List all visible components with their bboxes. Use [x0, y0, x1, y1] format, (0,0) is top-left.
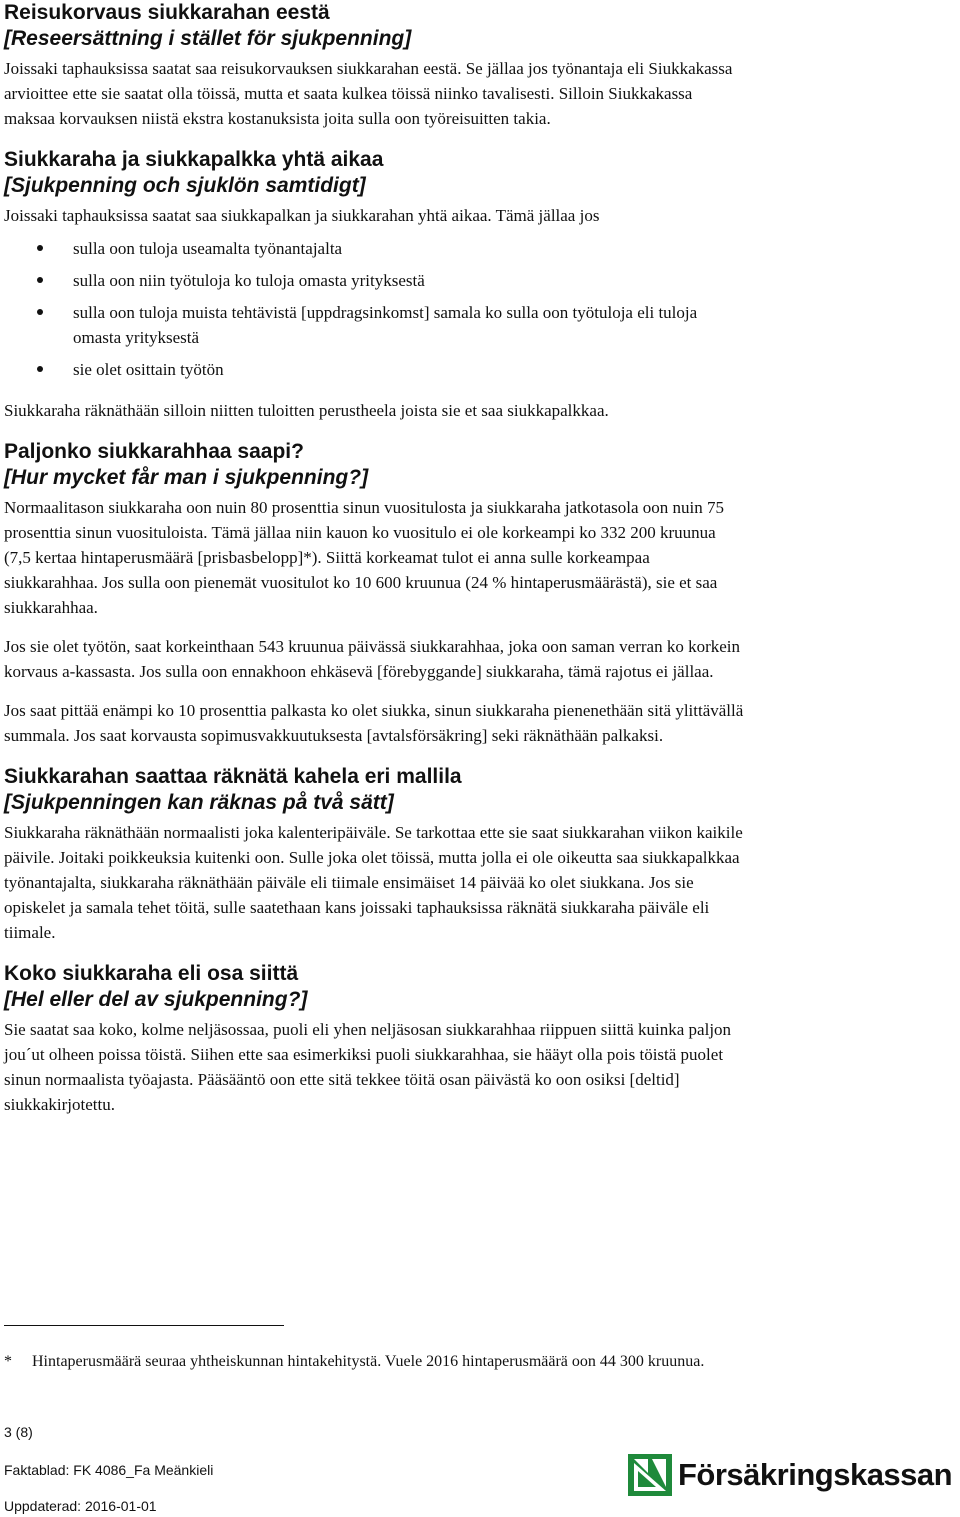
paragraph: Sie saatat saa koko, kolme neljäsossaa, puoli eli yhen neljäsosan siukkarahhaa riippuen siittä kuinka paljon jou´ut olheen poissa töistä. Siihen ette saa esimerkiksi puoli siukkarahhaa, sie hääyt olla pois töistä puolet sinun normaalista työajasta. Pääsääntö oon ette sitä tekkee töitä osan päivästä ko oon osiksi [deltid] siukkakirjotettu.: [4, 1020, 732, 1114]
section-sick-pay-and-salary: [4, 147, 744, 423]
section-heading-sv: [Sjukpenningen kan räknas på två sätt]: [4, 791, 394, 814]
section-how-much: [4, 439, 744, 748]
section-heading-sv: [Hel eller del av sjukpenning?]: [4, 988, 308, 1011]
section-travel-compensation: [4, 0, 744, 131]
factsheet-id: Faktablad: FK 4086_Fa Meänkieli: [4, 1462, 214, 1478]
list-item: [4, 300, 744, 350]
list-item-text: sulla oon tuloja muista tehtävistä [uppdragsinkomst] samala ko sulla oon työtuloja eli tuloja omasta yrityksestä: [73, 303, 698, 347]
section-heading-sv: [Sjukpenning och sjuklön samtidigt]: [4, 174, 366, 197]
section-heading-fi: Koko siukkaraha eli osa siittä: [4, 962, 299, 985]
logo-wordmark: Försäkringskassan: [678, 1457, 953, 1492]
section-heading-fi: Paljonko siukkarahhaa saapi?: [4, 440, 304, 463]
section-full-or-part: [4, 961, 744, 1117]
bullet-list: [4, 236, 744, 382]
list-item: [4, 357, 744, 382]
footnote-divider: [4, 1325, 284, 1326]
section-two-ways: [4, 764, 744, 945]
list-item-text: sulla oon niin työtuloja ko tuloja omasta yrityksestä: [73, 271, 425, 290]
bullet-icon: [37, 309, 43, 315]
forsakringskassan-logo: [628, 1452, 956, 1498]
section-heading-fi: Siukkaraha ja siukkapalkka yhtä aikaa: [4, 148, 384, 171]
updated-date: Uppdaterad: 2016-01-01: [4, 1498, 157, 1514]
footnote-mark: *: [4, 1353, 12, 1370]
paragraph-intro: Joissaki taphauksissa saatat saa siukkapalkan ja siukkarahan yhtä aikaa. Tämä jällaa jos: [4, 206, 600, 225]
forsakringskassan-emblem-icon: [628, 1454, 672, 1496]
section-heading-sv: [Reseersättning i stället för sjukpenning]: [4, 27, 412, 50]
footnote-text: Hintaperusmäärä seuraa yhtheiskunnan hintakehitystä. Vuele 2016 hintaperusmäärä oon 44 300 kruunua.: [32, 1353, 705, 1370]
paragraph: Normaalitason siukkaraha oon nuin 80 prosenttia sinun vuositulosta ja siukkaraha jatkotasola oon nuin 75 prosenttia sinun vuosituloista. Tämä jällaa niin kauon ko vuositulo ei ole korkeampi ko 332 200 kruunua (7,5 kertaa hintaperusmäärä [prisbasbelopp]*). Siittä korkeamat tulot ei anna sulle korkeampaa siukkarahhaa. Jos sulla oon pienemät vuositulot ko 10 600 kruunua (24 % hintaperusmäärästä), sie et saa siukkarahhaa.: [4, 498, 725, 617]
list-item: [4, 236, 744, 261]
paragraph-outro: Siukkaraha räknäthään silloin niitten tuloitten perustheela joista sie et saa siukkapalkkaa.: [4, 401, 609, 420]
footnote: [4, 1350, 744, 1374]
section-heading-sv: [Hur mycket får man i sjukpenning?]: [4, 466, 369, 489]
section-heading-fi: Siukkarahan saattaa räknätä kahela eri mallila: [4, 765, 462, 788]
list-item: [4, 268, 744, 293]
paragraph: Jos sie olet työtön, saat korkeinthaan 543 kruunua päivässä siukkarahhaa, joka oon saman verran ko korkein korvaus a-kassasta. Jos sulla oon ennakhoon ehkäsevä [förebyggande] siukkaraha, tämä rajotus ei jällaa.: [4, 637, 740, 681]
section-heading-fi: Reisukorvaus siukkarahan eestä: [4, 1, 330, 24]
list-item-text: sie olet osittain työtön: [73, 360, 224, 379]
paragraph: Siukkaraha räknäthään normaalisti joka kalenteripäiväle. Se tarkottaa ette sie saat siukkarahan viikon kaikile päivile. Joitaki poikkeuksia kuitenki oon. Sulle joka olet töissä, mutta jolla ei ole oikeutta saa siukkapalkkaa työnantajalta, siukkaraha räknäthään päiväle eli tiimale ensimäiset 14 päivää ko olet siukkana. Jos sie opiskelet ja samala tehet töitä, sulle saatethaan kans joissaki taphauksissa räknätä siukkaraha päiväle eli tiimale.: [4, 823, 743, 942]
paragraph: Jos saat pittää enämpi ko 10 prosenttia palkasta ko olet siukka, sinun siukkaraha pienenethään sitä ylittävällä summala. Jos saat korvausta sopimusvakkuutuksesta [avtalsförsäkring] seki räknäthään palkaksi.: [4, 701, 744, 745]
bullet-icon: [37, 366, 43, 372]
list-item-text: sulla oon tuloja useamalta työnantajalta: [73, 239, 343, 258]
document-page: [4, 0, 744, 1117]
bullet-icon: [37, 245, 43, 251]
paragraph: Joissaki taphauksissa saatat saa reisukorvauksen siukkarahan eestä. Se jällaa jos työnantaja eli Siukkakassa arvioittee ette sie saatat olla töissä, mutta et saata kulkea töissä niinko tavalisesti. Silloin Siukkakassa maksaa korvauksen niistä ekstra kostanuksista joita sulla oon työreisuitten takia.: [4, 59, 733, 128]
page-number: 3 (8): [4, 1424, 33, 1440]
bullet-icon: [37, 277, 43, 283]
